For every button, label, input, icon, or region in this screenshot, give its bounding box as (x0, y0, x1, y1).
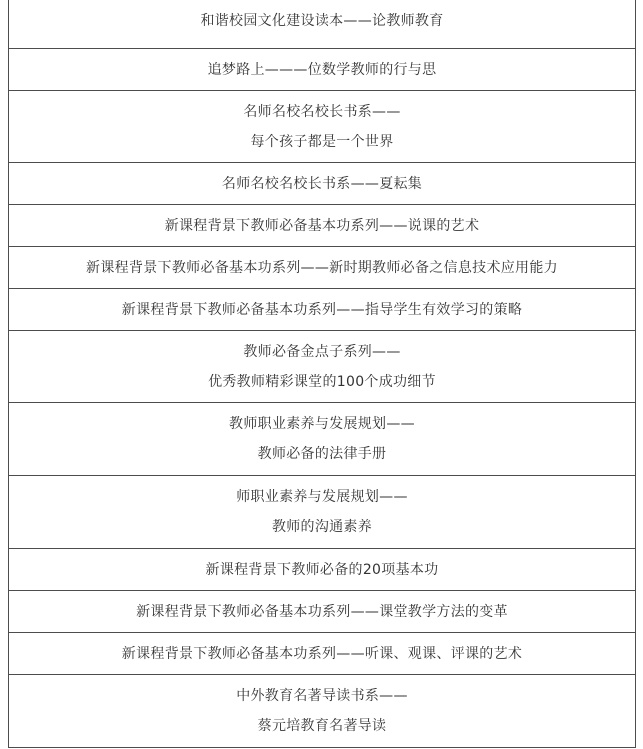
table-row (9, 91, 636, 163)
book-series: 教师必备金点子系列—— (243, 343, 401, 360)
table-cell (9, 205, 636, 247)
table-cell (9, 289, 636, 331)
table-row (9, 675, 636, 748)
table-row (9, 591, 636, 633)
table-row (9, 633, 636, 675)
book-title: 新课程背景下教师必备的20项基本功 (205, 561, 439, 578)
table-row (9, 403, 636, 476)
table-row (9, 549, 636, 591)
book-title: 新课程背景下教师必备基本功系列——新时期教师必备之信息技术应用能力 (86, 259, 558, 276)
table-cell (9, 163, 636, 205)
table-cell (9, 91, 636, 163)
table-cell (9, 591, 636, 633)
table-row (9, 49, 636, 91)
book-title: 新课程背景下教师必备基本功系列——听课、观课、评课的艺术 (121, 645, 523, 662)
book-title: 优秀教师精彩课堂的100个成功细节 (208, 373, 436, 390)
table-cell (9, 49, 636, 91)
book-title: 蔡元培教育名著导读 (257, 718, 387, 734)
book-title: 名师名校名校长书系——夏耘集 (221, 175, 423, 192)
book-series: 师职业素养与发展规划—— (236, 489, 408, 505)
table-cell (9, 549, 636, 591)
table-row (9, 205, 636, 247)
book-series: 教师职业素养与发展规划—— (229, 416, 415, 432)
table-row (9, 476, 636, 549)
table-row (9, 247, 636, 289)
book-series: 中外教育名著导读书系—— (236, 688, 408, 704)
book-title: 和谐校园文化建设读本——论教师教育 (200, 12, 444, 29)
book-title: 每个孩子都是一个世界 (250, 133, 394, 150)
table-cell (9, 403, 636, 476)
table-cell (9, 247, 636, 289)
table-cell (9, 675, 636, 748)
table-cell (9, 0, 636, 49)
table-row (9, 0, 636, 49)
book-title: 新课程背景下教师必备基本功系列——说课的艺术 (164, 217, 480, 234)
table-row (9, 331, 636, 403)
table-cell (9, 476, 636, 549)
book-title: 教师的沟通素养 (271, 519, 373, 535)
table-cell (9, 331, 636, 403)
book-title: 追梦路上———位数学教师的行与思 (207, 61, 437, 78)
table-cell (9, 633, 636, 675)
book-title: 教师必备的法律手册 (257, 446, 387, 462)
book-title: 新课程背景下教师必备基本功系列——指导学生有效学习的策略 (121, 301, 523, 318)
book-series: 名师名校名校长书系—— (243, 103, 401, 120)
table-row (9, 163, 636, 205)
table-row (9, 289, 636, 331)
book-list-table (8, 0, 636, 748)
book-title: 新课程背景下教师必备基本功系列——课堂教学方法的变革 (136, 603, 508, 620)
